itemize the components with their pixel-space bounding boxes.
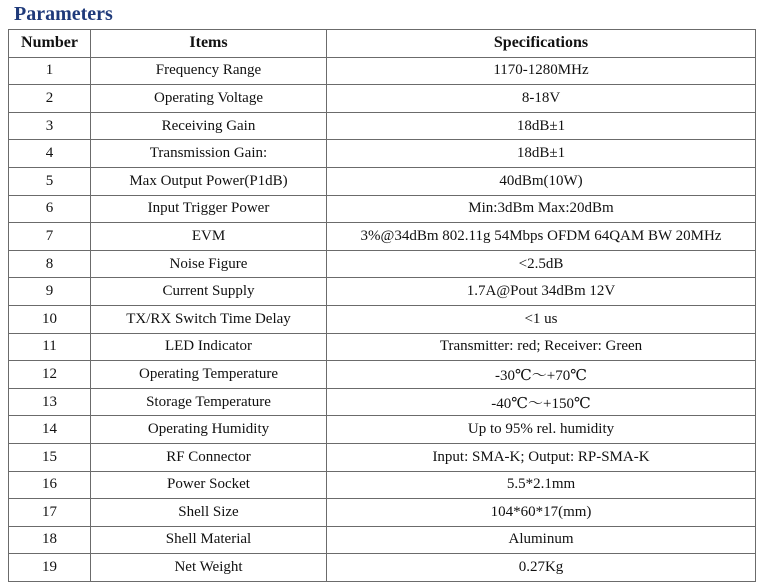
row-item: Net Weight bbox=[91, 554, 327, 582]
row-spec: 1.7A@Pout 34dBm 12V bbox=[327, 278, 756, 306]
row-spec: 5.5*2.1mm bbox=[327, 471, 756, 499]
table-row bbox=[9, 443, 756, 471]
table-row bbox=[9, 554, 756, 582]
row-number: 2 bbox=[9, 85, 91, 113]
row-spec: -40℃～+150℃ bbox=[327, 388, 756, 416]
row-item: RF Connector bbox=[91, 443, 327, 471]
row-number: 17 bbox=[9, 499, 91, 527]
row-spec: Input: SMA-K; Output: RP-SMA-K bbox=[327, 443, 756, 471]
row-number: 6 bbox=[9, 195, 91, 223]
table-row bbox=[9, 140, 756, 168]
row-item: Storage Temperature bbox=[91, 388, 327, 416]
table-row bbox=[9, 526, 756, 554]
row-spec: -30℃～+70℃ bbox=[327, 361, 756, 389]
row-spec: 8-18V bbox=[327, 85, 756, 113]
row-spec: <1 us bbox=[327, 305, 756, 333]
row-item: Max Output Power(P1dB) bbox=[91, 167, 327, 195]
row-item: Shell Material bbox=[91, 526, 327, 554]
table-row bbox=[9, 305, 756, 333]
table-row bbox=[9, 333, 756, 361]
row-item: Current Supply bbox=[91, 278, 327, 306]
header-number: Number bbox=[9, 30, 91, 58]
table-row bbox=[9, 388, 756, 416]
row-number: 1 bbox=[9, 57, 91, 85]
row-item: Operating Voltage bbox=[91, 85, 327, 113]
row-number: 5 bbox=[9, 167, 91, 195]
table-row bbox=[9, 223, 756, 251]
row-number: 12 bbox=[9, 361, 91, 389]
row-number: 3 bbox=[9, 112, 91, 140]
table-row bbox=[9, 499, 756, 527]
table-row bbox=[9, 57, 756, 85]
row-spec: 104*60*17(mm) bbox=[327, 499, 756, 527]
parameters-table bbox=[8, 29, 756, 582]
row-item: Frequency Range bbox=[91, 57, 327, 85]
row-spec: 18dB±1 bbox=[327, 140, 756, 168]
row-spec: 1170-1280MHz bbox=[327, 57, 756, 85]
row-number: 18 bbox=[9, 526, 91, 554]
header-items: Items bbox=[91, 30, 327, 58]
row-spec: 3%@34dBm 802.11g 54Mbps OFDM 64QAM BW 20MHz bbox=[327, 223, 756, 251]
row-item: TX/RX Switch Time Delay bbox=[91, 305, 327, 333]
row-item: Shell Size bbox=[91, 499, 327, 527]
row-number: 7 bbox=[9, 223, 91, 251]
row-spec: Aluminum bbox=[327, 526, 756, 554]
header-specifications: Specifications bbox=[327, 30, 756, 58]
row-item: Receiving Gain bbox=[91, 112, 327, 140]
row-spec: 40dBm(10W) bbox=[327, 167, 756, 195]
table-row bbox=[9, 471, 756, 499]
row-item: Input Trigger Power bbox=[91, 195, 327, 223]
row-number: 15 bbox=[9, 443, 91, 471]
table-row bbox=[9, 278, 756, 306]
row-item: Transmission Gain: bbox=[91, 140, 327, 168]
table-header-row bbox=[9, 30, 756, 58]
row-item: LED Indicator bbox=[91, 333, 327, 361]
row-spec: 0.27Kg bbox=[327, 554, 756, 582]
row-number: 13 bbox=[9, 388, 91, 416]
row-item: EVM bbox=[91, 223, 327, 251]
row-item: Operating Humidity bbox=[91, 416, 327, 444]
row-number: 19 bbox=[9, 554, 91, 582]
row-spec: 18dB±1 bbox=[327, 112, 756, 140]
row-spec: Transmitter: red; Receiver: Green bbox=[327, 333, 756, 361]
row-item: Noise Figure bbox=[91, 250, 327, 278]
table-row bbox=[9, 361, 756, 389]
table-row bbox=[9, 85, 756, 113]
row-number: 16 bbox=[9, 471, 91, 499]
table-row bbox=[9, 250, 756, 278]
row-spec: Up to 95% rel. humidity bbox=[327, 416, 756, 444]
row-number: 14 bbox=[9, 416, 91, 444]
row-number: 8 bbox=[9, 250, 91, 278]
table-row bbox=[9, 416, 756, 444]
row-item: Power Socket bbox=[91, 471, 327, 499]
row-number: 11 bbox=[9, 333, 91, 361]
page-title: Parameters bbox=[14, 3, 113, 25]
row-spec: Min:3dBm Max:20dBm bbox=[327, 195, 756, 223]
table-row bbox=[9, 195, 756, 223]
row-number: 10 bbox=[9, 305, 91, 333]
row-item: Operating Temperature bbox=[91, 361, 327, 389]
table-row bbox=[9, 167, 756, 195]
row-number: 4 bbox=[9, 140, 91, 168]
table-row bbox=[9, 112, 756, 140]
row-spec: <2.5dB bbox=[327, 250, 756, 278]
row-number: 9 bbox=[9, 278, 91, 306]
